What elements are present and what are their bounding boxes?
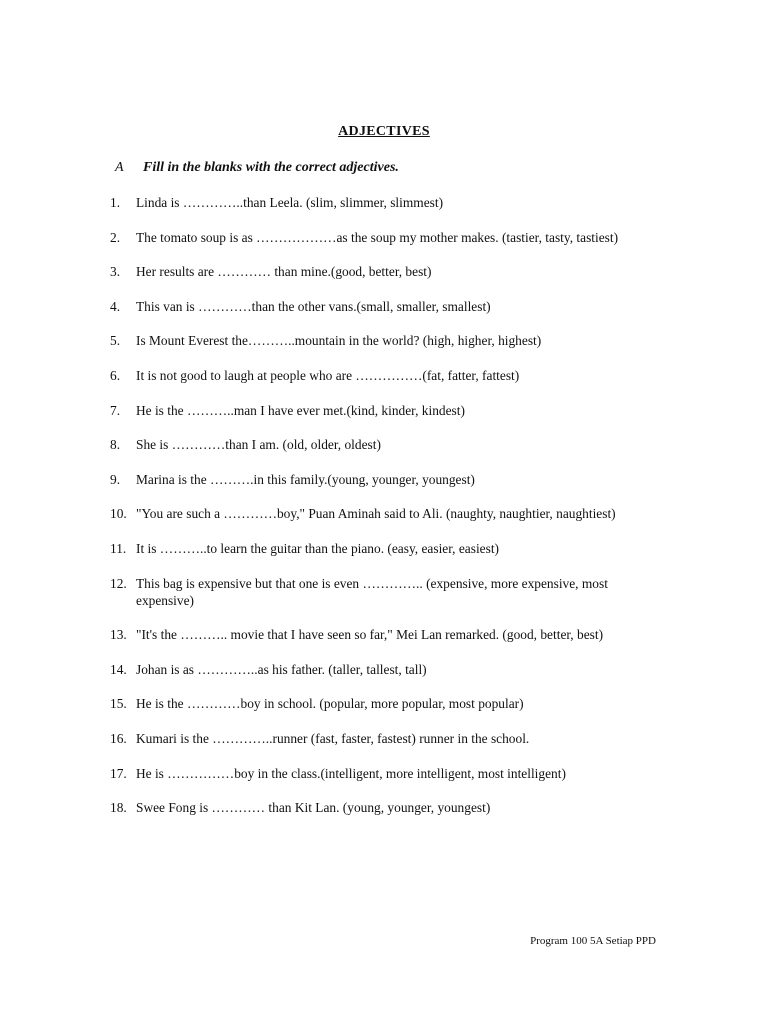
section-instruction: Fill in the blanks with the correct adjectives. (143, 160, 399, 175)
question-item (110, 575, 650, 609)
question-number: 2. (110, 229, 121, 245)
question-text: He is the …………boy in school. (popular, more popular, most popular) (136, 696, 524, 712)
page-title: ADJECTIVES (338, 124, 430, 139)
question-item (110, 298, 650, 315)
question-number: 15. (110, 696, 127, 712)
question-number: 6. (110, 367, 121, 383)
question-item (110, 626, 650, 643)
question-number: 17. (110, 765, 127, 781)
question-text: Is Mount Everest the………..mountain in the world? (high, higher, highest) (136, 333, 542, 349)
section-letter: A (115, 160, 124, 175)
question-item (110, 367, 650, 384)
question-text: "It's the ……….. movie that I have seen so far," Mei Lan remarked. (good, better, best) (136, 627, 604, 643)
section-heading (115, 160, 399, 176)
question-text: "You are such a …………boy," Puan Aminah said to Ali. (naughty, naughtier, naughtiest) (136, 506, 616, 522)
question-item (110, 402, 650, 419)
question-text: This bag is expensive but that one is even ………….. (expensive, more expensive, most expensive) (136, 575, 608, 608)
question-number: 11. (110, 540, 127, 556)
question-text: He is ……………boy in the class.(intelligent, more intelligent, most intelligent) (136, 765, 566, 781)
question-text: This van is …………than the other vans.(small, smaller, smallest) (136, 298, 491, 314)
question-item (110, 661, 650, 678)
question-item (110, 730, 650, 747)
page-footer: Program 100 5A Setiap PPD (530, 935, 656, 947)
question-item (110, 505, 650, 522)
question-item (110, 765, 650, 782)
question-number: 9. (110, 471, 121, 487)
question-number: 14. (110, 661, 127, 677)
question-number: 13. (110, 627, 127, 643)
question-number: 3. (110, 264, 121, 280)
question-number: 1. (110, 195, 121, 210)
question-text: Swee Fong is ………… than Kit Lan. (young, younger, youngest) (136, 800, 491, 816)
question-item (110, 229, 650, 246)
question-text: It is ………..to learn the guitar than the piano. (easy, easier, easiest) (136, 540, 499, 556)
question-item (110, 436, 650, 453)
question-text: It is not good to laugh at people who are ……………(fat, fatter, fattest) (136, 367, 520, 383)
question-text: Marina is the ……….in this family.(young, younger, youngest) (136, 471, 475, 487)
question-text: He is the ………..man I have ever met.(kind, kinder, kindest) (136, 402, 465, 418)
question-text: Johan is as …………..as his father. (taller, tallest, tall) (136, 661, 427, 677)
question-number: 5. (110, 333, 121, 349)
question-number: 16. (110, 730, 127, 746)
question-text: She is …………than I am. (old, older, oldest) (136, 437, 381, 453)
question-item (110, 799, 650, 816)
question-list (110, 194, 650, 834)
question-number: 7. (110, 402, 121, 418)
question-item (110, 540, 650, 557)
question-text: Kumari is the …………..runner (fast, faster, fastest) runner in the school. (136, 730, 530, 746)
question-number: 10. (110, 506, 127, 522)
question-number: 4. (110, 298, 121, 314)
question-item (110, 263, 650, 280)
question-number: 12. (110, 575, 127, 591)
question-item (110, 194, 650, 211)
question-item (110, 695, 650, 712)
question-number: 8. (110, 437, 121, 453)
question-text: Linda is …………..than Leela. (slim, slimmer, slimmest) (136, 195, 444, 210)
question-text: The tomato soup is as ………………as the soup my mother makes. (tastier, tasty, tastiest) (136, 229, 619, 245)
question-item (110, 471, 650, 488)
question-number: 18. (110, 800, 127, 816)
question-item (110, 332, 650, 349)
question-text: Her results are ………… than mine.(good, better, best) (136, 264, 432, 280)
